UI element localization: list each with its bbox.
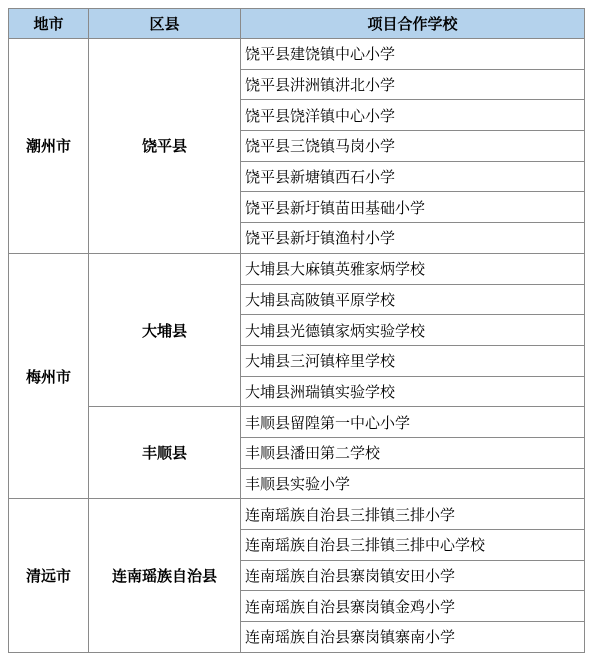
county-cell: 连南瑶族自治县: [89, 499, 241, 652]
county-cell: 大埔县: [89, 253, 241, 406]
table-row: [9, 499, 585, 530]
table-row: [9, 39, 585, 70]
school-cell: 大埔县大麻镇英雅家炳学校: [241, 253, 585, 284]
city-cell: 梅州市: [9, 253, 89, 499]
school-cell: 饶平县新圩镇渔村小学: [241, 223, 585, 254]
school-cell: 大埔县三河镇梓里学校: [241, 345, 585, 376]
school-cell: 连南瑶族自治县寨岗镇金鸡小学: [241, 591, 585, 622]
table-header: [9, 9, 585, 39]
school-cell: 饶平县三饶镇马岗小学: [241, 131, 585, 162]
school-cell: 大埔县高陂镇平原学校: [241, 284, 585, 315]
header-row: [9, 9, 585, 39]
school-cell: 大埔县洲瑞镇实验学校: [241, 376, 585, 407]
school-cell: 丰顺县潘田第二学校: [241, 437, 585, 468]
county-cell: 饶平县: [89, 39, 241, 254]
school-cell: 连南瑶族自治县三排镇三排小学: [241, 499, 585, 530]
school-cell: 连南瑶族自治县寨岗镇安田小学: [241, 560, 585, 591]
school-table: [8, 8, 585, 653]
header-city: 地市: [9, 9, 89, 39]
table-row: [9, 253, 585, 284]
school-cell: 丰顺县实验小学: [241, 468, 585, 499]
school-cell: 连南瑶族自治县寨岗镇寨南小学: [241, 622, 585, 653]
school-cell: 饶平县汫洲镇汫北小学: [241, 69, 585, 100]
school-table-container: [8, 8, 584, 653]
school-cell: 饶平县新塘镇西石小学: [241, 161, 585, 192]
school-cell: 饶平县饶洋镇中心小学: [241, 100, 585, 131]
header-school: 项目合作学校: [241, 9, 585, 39]
school-cell: 大埔县光德镇家炳实验学校: [241, 315, 585, 346]
school-cell: 饶平县新圩镇苗田基础小学: [241, 192, 585, 223]
header-county: 区县: [89, 9, 241, 39]
table-row: [9, 407, 585, 438]
table-body: [9, 39, 585, 653]
city-cell: 潮州市: [9, 39, 89, 254]
city-cell: 清远市: [9, 499, 89, 652]
school-cell: 连南瑶族自治县三排镇三排中心学校: [241, 530, 585, 561]
school-cell: 丰顺县留隍第一中心小学: [241, 407, 585, 438]
school-cell: 饶平县建饶镇中心小学: [241, 39, 585, 70]
county-cell: 丰顺县: [89, 407, 241, 499]
